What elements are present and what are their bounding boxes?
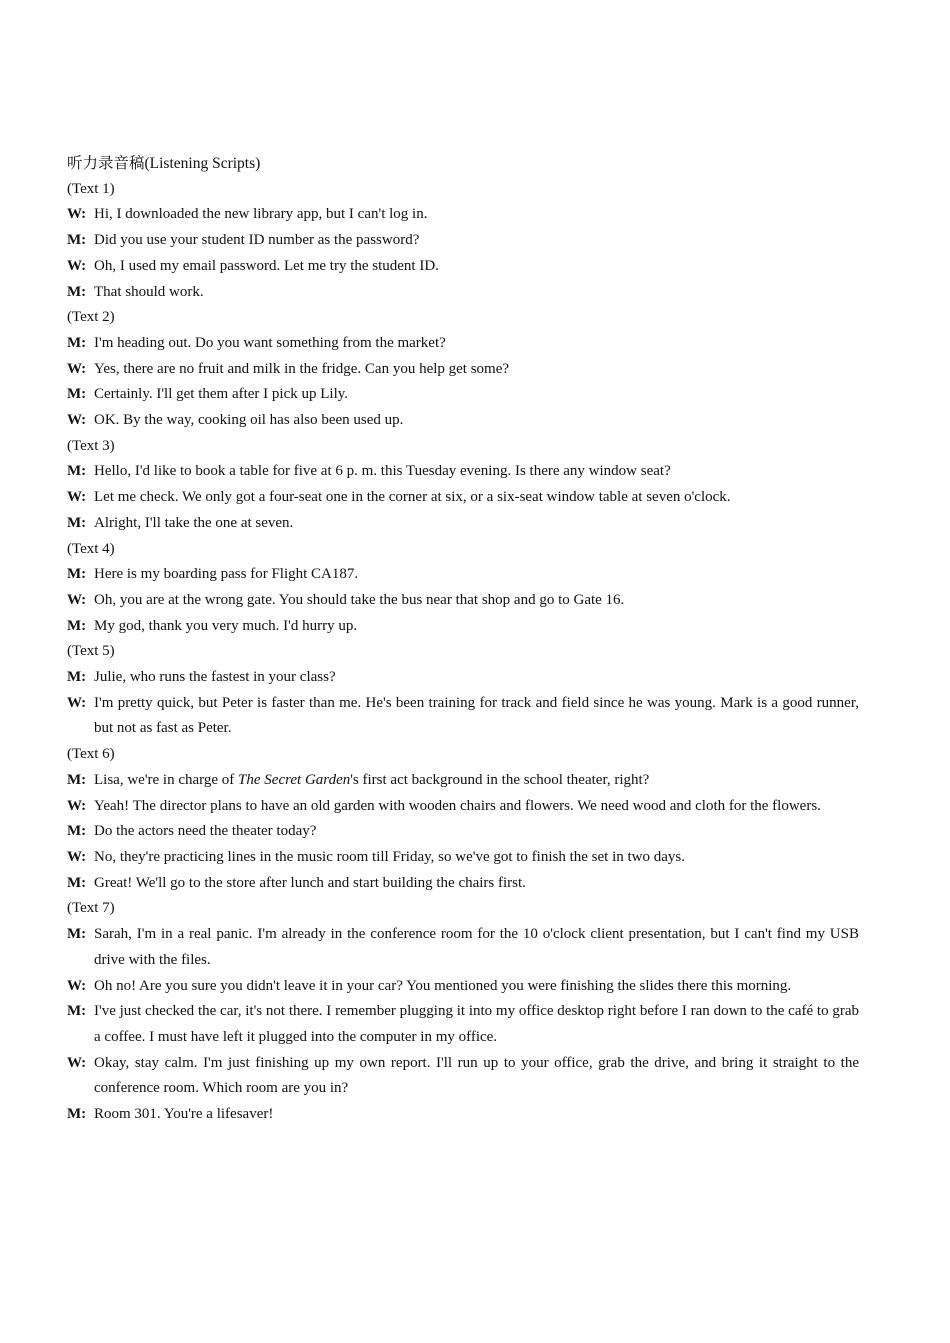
- dialogue-line: [67, 871, 859, 897]
- speaker: W:: [67, 257, 87, 274]
- dialogue-line: [67, 794, 859, 820]
- dialogue-line: [67, 1051, 859, 1102]
- dialogue-line: [67, 485, 859, 511]
- dialogue-line: [67, 331, 859, 357]
- page-title: 听力录音稿(Listening Scripts): [67, 155, 261, 172]
- dialogue-line: [67, 691, 859, 742]
- speaker: W:: [67, 206, 87, 223]
- dialogue-line: [67, 588, 859, 614]
- utterance: Here is my boarding pass for Flight CA187.: [94, 566, 359, 583]
- speaker: M:: [67, 1106, 87, 1123]
- speaker: M:: [67, 232, 87, 249]
- dialogue-line: [67, 1102, 859, 1128]
- speaker: M:: [67, 1003, 87, 1020]
- utterance: No, they're practicing lines in the music room till Friday, so we've got to finish the set in two days.: [94, 848, 685, 865]
- speaker: W:: [67, 1054, 87, 1071]
- section-label-text-7: (Text 7): [67, 900, 115, 917]
- utterance: Certainly. I'll get them after I pick up Lily.: [94, 386, 349, 403]
- utterance: That should work.: [94, 283, 204, 300]
- dialogue-line: [67, 922, 859, 973]
- utterance-prefix: Lisa, we're in charge of: [94, 771, 239, 788]
- utterance: [94, 768, 859, 794]
- dialogue-line: [67, 408, 859, 434]
- utterance: Oh no! Are you sure you didn't leave it in your car? You mentioned you were finishing the slides there this morning.: [94, 977, 792, 994]
- utterance: Hello, I'd like to book a table for five at 6 p. m. this Tuesday evening. Is there any window seat?: [94, 463, 671, 480]
- utterance: Let me check. We only got a four-seat one in the corner at six, or a six-seat window table at seven o'clock.: [94, 489, 731, 506]
- speaker: M:: [67, 617, 87, 634]
- speaker: M:: [67, 566, 87, 583]
- utterance: Alright, I'll take the one at seven.: [94, 514, 294, 531]
- section-label-text-1: (Text 1): [67, 180, 115, 197]
- dialogue-line: [67, 511, 859, 537]
- speaker: W:: [67, 977, 87, 994]
- utterance-suffix: 's first act background in the school theater, right?: [350, 771, 650, 788]
- speaker: M:: [67, 334, 87, 351]
- section-label-text-4: (Text 4): [67, 540, 115, 557]
- speaker: W:: [67, 591, 87, 608]
- speaker: M:: [67, 463, 87, 480]
- utterance: I'm heading out. Do you want something from the market?: [94, 334, 446, 351]
- utterance: Room 301. You're a lifesaver!: [94, 1106, 274, 1123]
- speaker: W:: [67, 360, 87, 377]
- dialogue-line: [67, 845, 859, 871]
- utterance: Sarah, I'm in a real panic. I'm already in the conference room for the 10 o'clock client presentation, but I can't find my USB drive with the files.: [94, 926, 859, 968]
- utterance: Do the actors need the theater today?: [94, 823, 317, 840]
- speaker: M:: [67, 386, 87, 403]
- utterance: My god, thank you very much. I'd hurry up.: [94, 617, 358, 634]
- utterance: Great! We'll go to the store after lunch and start building the chairs first.: [94, 874, 526, 891]
- speaker: M:: [67, 514, 87, 531]
- dialogue-line: [67, 382, 859, 408]
- utterance: Oh, you are at the wrong gate. You should take the bus near that shop and go to Gate 16.: [94, 591, 625, 608]
- dialogue-line: [67, 228, 859, 254]
- listening-scripts: [67, 151, 859, 1128]
- speaker: M:: [67, 771, 87, 788]
- dialogue-line: [67, 357, 859, 383]
- speaker: W:: [67, 694, 87, 711]
- dialogue-line: [67, 614, 859, 640]
- utterance: Hi, I downloaded the new library app, but I can't log in.: [94, 206, 428, 223]
- section-label-text-6: (Text 6): [67, 746, 115, 763]
- dialogue-line: [67, 280, 859, 306]
- utterance: Julie, who runs the fastest in your class?: [94, 669, 336, 686]
- speaker: W:: [67, 848, 87, 865]
- speaker: W:: [67, 489, 87, 506]
- dialogue-line: [67, 459, 859, 485]
- dialogue-line: [67, 562, 859, 588]
- dialogue-line: [67, 665, 859, 691]
- utterance: Yeah! The director plans to have an old garden with wooden chairs and flowers. We need wood and cloth for the flowers.: [94, 797, 821, 814]
- speaker: M:: [67, 874, 87, 891]
- dialogue-line: [67, 768, 859, 794]
- dialogue-line: [67, 974, 859, 1000]
- dialogue-line: [67, 254, 859, 280]
- utterance: I've just checked the car, it's not there. I remember plugging it into my office desktop right before I ran down to the café to grab a coffee. I must have left it plugged into the computer in my office.: [94, 1003, 859, 1045]
- utterance: OK. By the way, cooking oil has also been used up.: [94, 412, 404, 429]
- utterance: I'm pretty quick, but Peter is faster than me. He's been training for track and field since he was young. Mark is a good runner, but not as fast as Peter.: [94, 694, 859, 737]
- utterance: Yes, there are no fruit and milk in the fridge. Can you help get some?: [94, 360, 510, 377]
- dialogue-line: [67, 999, 859, 1050]
- speaker: M:: [67, 823, 87, 840]
- utterance: Oh, I used my email password. Let me try the student ID.: [94, 257, 439, 274]
- speaker: W:: [67, 797, 87, 814]
- speaker: M:: [67, 926, 87, 943]
- speaker: M:: [67, 283, 87, 300]
- section-label-text-2: (Text 2): [67, 309, 115, 326]
- dialogue-line: [67, 202, 859, 228]
- speaker: W:: [67, 412, 87, 429]
- play-title: The Secret Garden: [238, 771, 351, 788]
- utterance: Okay, stay calm. I'm just finishing up my own report. I'll run up to your office, grab the drive, and bring it straight to the conference room. Which room are you in?: [94, 1054, 859, 1097]
- speaker: M:: [67, 669, 87, 686]
- section-label-text-3: (Text 3): [67, 437, 115, 454]
- utterance: Did you use your student ID number as the password?: [94, 232, 420, 249]
- section-label-text-5: (Text 5): [67, 643, 115, 660]
- dialogue-line: [67, 819, 859, 845]
